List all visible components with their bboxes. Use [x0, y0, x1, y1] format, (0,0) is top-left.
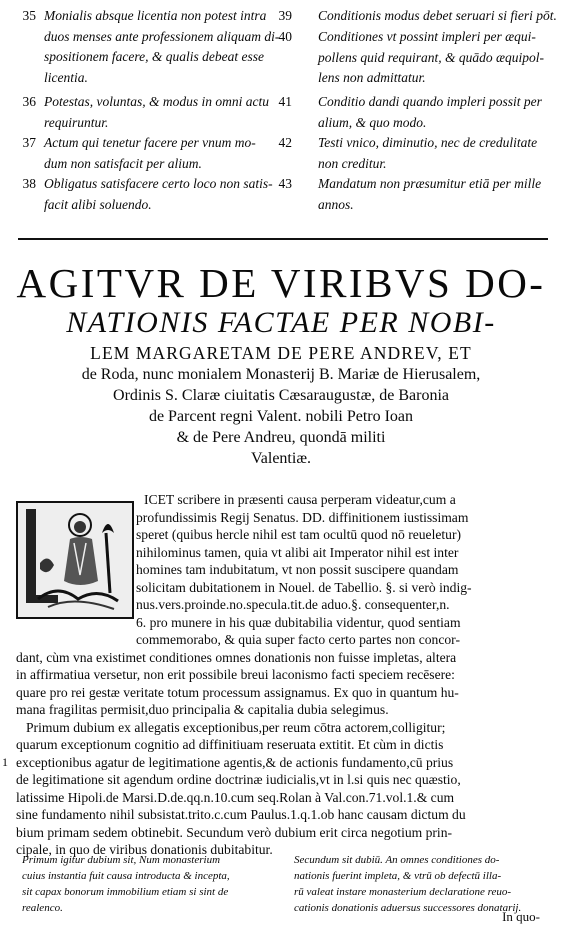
body-line: Primum dubium ex allegatis exceptionibus,per reum cōtra actorem,colligitur; — [26, 719, 446, 735]
decorated-initial-l — [16, 501, 134, 619]
summary-entry — [44, 6, 279, 88]
body-line: nus.vers.proinde.no.specula.tit.de aduo.§. consequenter,n. — [136, 597, 450, 612]
entry-line: Mandatum non præsumitur etiā per mille — [318, 176, 542, 191]
body-line: dant, cùm vna existimet conditiones omnes donationis non fuisse impletas, altera — [16, 649, 457, 665]
body-line: ICET scribere in præsenti causa perperam videatur,cum a — [144, 492, 456, 507]
body-line: 6. pro munere in his quæ dubitabilia videntur, quod sentiam — [136, 614, 461, 630]
title-line-5: Ordinis S. Claræ ciuitatis Cæsaraugustæ, de Baronia — [113, 387, 449, 404]
summary-entry — [318, 174, 541, 215]
summary-entry — [318, 27, 544, 89]
note-line: realenco. — [22, 902, 63, 914]
body-line: commemorabo, & quia super facto certo partes non concor- — [136, 632, 460, 647]
note-line: Primum igitur dubium sit, Num monasterium — [22, 854, 221, 866]
entry-line: requiruntur. — [44, 114, 109, 130]
first-doubt-note — [22, 852, 230, 916]
summary-entry — [318, 6, 557, 27]
title-line-1: AGITVR DE VIRIBVS DO- — [16, 260, 546, 306]
note-line: cationis donationis aduersus successores donatarij. — [294, 902, 522, 914]
entry-line: Conditionis modus debet seruari si fieri pōt. — [318, 8, 557, 23]
entry-line: licentia. — [44, 69, 88, 85]
entry-number: 41 — [278, 94, 292, 109]
entry-line: Monialis absque licentia non potest intra — [44, 8, 267, 23]
entry-number: 35 — [22, 8, 36, 23]
body-line: speret (quibus hercle nihil est tam ocultū quod nō reueletur) — [136, 527, 462, 542]
entry-line: duos menses ante professionem aliquam di- — [44, 28, 280, 44]
title-line-2: NATIONIS FACTAE PER NOBI- — [66, 306, 496, 339]
title-line-6: de Parcent regni Valent. nobili Petro Ioan — [148, 408, 414, 425]
entry-line: lens non admittatur. — [318, 70, 426, 85]
body-line: latissime Hipoli.de Marsi.D.de.qq.n.10.cum seq.Rolan à Val.con.71.vol.1.& cum — [16, 789, 455, 805]
entry-line: non creditur. — [318, 155, 387, 171]
catchword: In quo- — [502, 909, 540, 924]
body-line: profundissimis Regij Senatus. DD. diffinitionem iustissimam — [136, 509, 469, 525]
entry-line: facit alibi soluendo. — [44, 196, 152, 212]
body-line: in affirmatiua versetur, non erit possibile breui laconismo facti speciem recēsere: — [16, 667, 455, 682]
entry-line: Testi vnico, diminutio, nec de credulitate — [318, 135, 538, 150]
title-line-4: de Roda, nunc monialem Monasterij B. Mariæ de Hierusalem, — [81, 366, 481, 383]
body-line: mana fragilitas permisit,duo principalia & capitalia dubia selegimus. — [16, 702, 389, 717]
second-doubt-note — [294, 852, 521, 916]
note-line: sit capax bonorum immobilium etiam si sint de — [22, 886, 229, 898]
entry-line: dum non satisfacit per alium. — [44, 155, 202, 171]
note-line: Secundum sit dubiū. An omnes conditiones do- — [294, 854, 500, 866]
entry-number: 36 — [22, 94, 36, 109]
entry-number: 38 — [22, 176, 36, 191]
body-line: solicitam dubitationem in Nouel. de Tabellio. §. si verò indig- — [136, 579, 472, 595]
summary-entry — [44, 92, 269, 133]
note-line: nationis fuerint impleta, & vtrū ob defectū illa- — [294, 870, 502, 882]
body-line: cipale, in quo de viribus donationis dubitabitur. — [16, 842, 273, 857]
margin-note-number: 1 — [2, 754, 8, 769]
entry-number: 43 — [278, 176, 292, 191]
entry-number: 37 — [22, 135, 36, 150]
body-line: bium primam sedem obtinebit. Secundum verò dubium erit circa negotium prin- — [16, 824, 453, 840]
entry-number: 39 — [278, 8, 292, 23]
summary-entry — [44, 174, 273, 215]
entry-line: Obligatus satisfacere certo loco non satis- — [44, 176, 273, 191]
summary-entry — [44, 133, 256, 174]
title-line-7: & de Pere Andreu, quondā militi — [176, 429, 386, 446]
body-line: nihilominus tamen, quia vt alibi ait Imperator nihil est inter — [136, 544, 459, 560]
body-line: quarum exceptionum cognitio ad diffinitiuam reseruata extitit. Et cùm in dictis — [16, 737, 444, 752]
section-divider — [18, 238, 548, 240]
body-line: sine fundamento nihil subsistat.trito.c.cum Paulus.1.q.1.ob hanc causam dictum du — [16, 807, 466, 822]
summary-entry — [318, 92, 542, 133]
entry-line: Conditiones vt possint impleri per æqui- — [318, 29, 536, 44]
entry-line: Potestas, voluntas, & modus in omni actu — [44, 94, 269, 109]
entry-line: alium, & quo modo. — [318, 114, 427, 130]
summary-entry — [318, 133, 537, 174]
title-line-3: LEM MARGARETAM DE PERE ANDREV, ET — [90, 343, 472, 363]
entry-number: 40 — [278, 29, 292, 44]
body-line: exceptionibus agatur de legitimatione agentis,& de actionis fundamento,cū prius — [16, 754, 454, 770]
entry-line: Conditio dandi quando impleri possit per — [318, 94, 542, 109]
entry-line: annos. — [318, 196, 354, 212]
body-line: de legitimatione sit agendum ordine doctrinæ iudicialis,vt in l.si quis nec quæstio, — [16, 772, 461, 787]
title-line-8: Valentiæ. — [251, 450, 311, 467]
entry-line: spositionem facere, & qualis debeat esse — [44, 49, 264, 64]
entry-line: Actum qui tenetur facere per vnum mo- — [44, 135, 256, 150]
body-line: quare pro rei gestæ veritate totum processum assignamus. Ex quo in quantum hu- — [16, 684, 459, 700]
entry-line: pollens quid requirant, & quādo æquipol- — [318, 49, 544, 65]
note-line: rū valeat instare monasterium declaratione reuo- — [294, 886, 512, 898]
entry-number: 42 — [278, 135, 292, 150]
saint-illustration-icon — [18, 503, 132, 617]
note-line: cuius instantia fuit causa introducta & incepta, — [22, 870, 230, 882]
body-line: homines tam indubitatum, vt non possit suscipere quandam — [136, 562, 459, 577]
